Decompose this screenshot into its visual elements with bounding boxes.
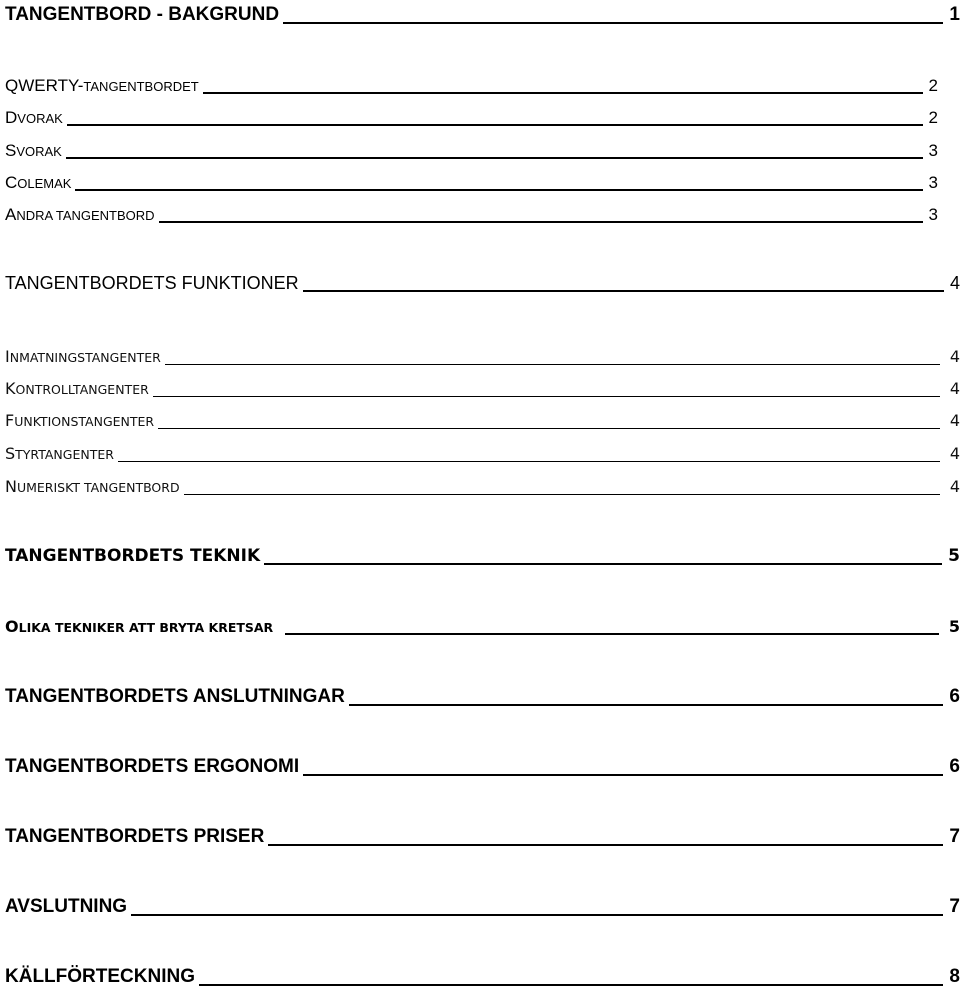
toc-entry-avslutning[interactable]	[5, 892, 960, 918]
toc-entry-title: TANGENTBORDETS ERGONOMI	[5, 756, 300, 777]
toc-entry-title: INMATNINGSTANGENTER	[5, 347, 161, 366]
toc-entry-dvorak[interactable]	[5, 102, 938, 128]
toc-page-number: 4	[949, 444, 960, 463]
toc-entry-olika-tekniker[interactable]	[5, 611, 960, 637]
toc-entry-tangentbordets-priser[interactable]	[5, 822, 960, 848]
toc-page-number: 7	[949, 826, 960, 847]
toc-entry-title: SVORAK	[5, 141, 62, 160]
toc-page-number: 1	[949, 4, 960, 25]
toc-entry-title: FUNKTIONSTANGENTER	[5, 411, 155, 430]
toc-entry-title: TANGENTBORDETS PRISER	[5, 826, 265, 847]
toc-leader-line	[285, 633, 939, 635]
toc-leader-line	[67, 124, 923, 126]
toc-page-number: 4	[949, 347, 960, 366]
toc-page-number: 2	[928, 108, 938, 127]
toc-leader-line	[66, 157, 923, 159]
toc-entry-inmatningstangenter[interactable]	[5, 341, 960, 367]
toc-page-number: 3	[928, 205, 938, 224]
toc-leader-line	[264, 563, 942, 565]
toc-entry-tangentbordets-funktioner[interactable]	[5, 268, 960, 294]
toc-entry-styrtangenter[interactable]	[5, 438, 960, 464]
toc-entry-title: NUMERISKT TANGENTBORD	[5, 477, 180, 496]
toc-leader-line	[165, 364, 940, 365]
toc-entry-title: TANGENTBORDETS FUNKTIONER	[5, 273, 299, 293]
toc-entry-tangentbordets-ergonomi[interactable]	[5, 752, 960, 778]
toc-entry-title: TANGENTBORDETS ANSLUTNINGAR	[5, 686, 345, 707]
toc-page-number: 5	[948, 546, 960, 566]
toc-page-number: 4	[949, 379, 960, 398]
toc-entry-kontrolltangenter[interactable]	[5, 373, 960, 399]
toc-page-number: 3	[928, 173, 938, 192]
toc-leader-line	[303, 774, 943, 776]
toc-leader-line	[75, 189, 922, 191]
toc-leader-line	[153, 396, 940, 397]
toc-entry-title: DVORAK	[5, 108, 63, 127]
toc-page-number: 4	[949, 477, 960, 496]
toc-page-number: 6	[949, 686, 960, 707]
toc-leader-line	[118, 461, 940, 462]
toc-leader-line	[349, 704, 944, 706]
toc-entry-title: KÄLLFÖRTECKNING	[5, 966, 195, 987]
toc-entry-title: TANGENTBORDETS TEKNIK	[5, 546, 261, 566]
toc-entry-funktionstangenter[interactable]	[5, 405, 960, 431]
toc-entry-tangentbordets-anslutningar[interactable]	[5, 682, 960, 708]
toc-leader-line	[159, 221, 923, 223]
toc-page-number: 8	[949, 966, 960, 987]
toc-entry-title: OLIKA TEKNIKER ATT BRYTA KRETSAR	[5, 617, 274, 636]
toc-page-number: 3	[928, 141, 938, 160]
toc-entry-andra-tangentbord[interactable]	[5, 199, 938, 225]
toc-leader-line	[131, 914, 943, 916]
toc-entry-title: STYRTANGENTER	[5, 444, 114, 463]
toc-leader-line	[268, 844, 943, 846]
toc-entry-kallforteckning[interactable]	[5, 962, 960, 988]
toc-entry-title: QWERTY-TANGENTBORDET	[5, 76, 199, 95]
toc-leader-line	[184, 494, 940, 495]
toc-entry-svorak[interactable]	[5, 135, 938, 161]
toc-leader-line	[303, 290, 944, 292]
toc-page-number: 7	[949, 896, 960, 917]
toc-entry-tangentbord-bakgrund[interactable]	[5, 0, 960, 26]
toc-page-number: 4	[949, 273, 960, 293]
toc-page-number: 5	[948, 617, 960, 636]
toc-leader-line	[203, 92, 923, 94]
toc-entry-title: ANDRA TANGENTBORD	[5, 205, 155, 224]
toc-entry-title: AVSLUTNING	[5, 896, 128, 917]
toc-entry-numeriskt-tangentbord[interactable]	[5, 471, 960, 497]
toc-leader-line	[158, 428, 940, 429]
toc-entry-title: TANGENTBORD - BAKGRUND	[5, 4, 280, 25]
toc-entry-tangentbordets-teknik[interactable]	[5, 541, 960, 567]
toc-page-number: 2	[928, 76, 938, 95]
toc-entry-colemak[interactable]	[5, 167, 938, 193]
toc-page-number: 4	[949, 411, 960, 430]
toc-leader-line	[283, 22, 943, 24]
toc-page-number: 6	[949, 756, 960, 777]
toc-entry-title: KONTROLLTANGENTER	[5, 379, 149, 398]
toc-entry-qwerty[interactable]	[5, 70, 938, 96]
toc-entry-title: COLEMAK	[5, 173, 72, 192]
toc-leader-line	[199, 984, 943, 986]
